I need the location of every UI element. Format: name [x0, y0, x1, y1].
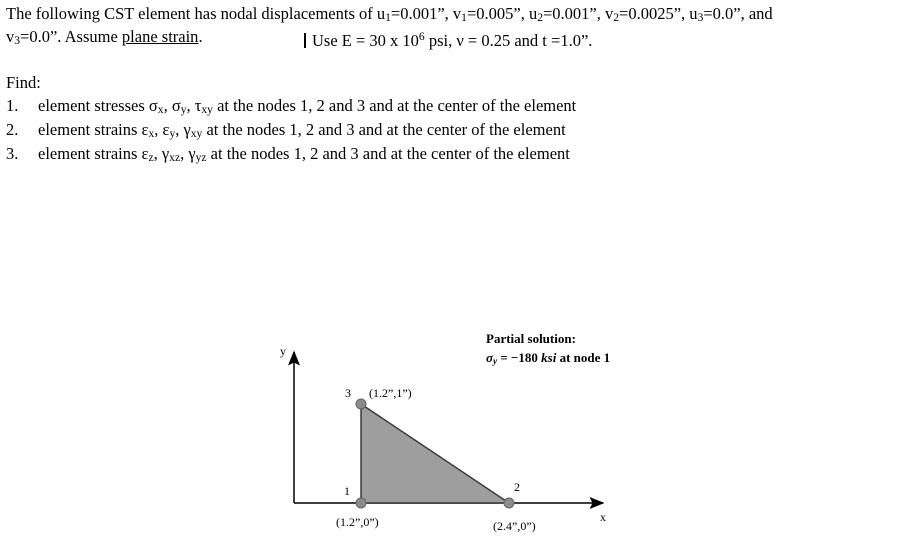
find-heading: Find:: [6, 73, 41, 92]
find-item-3: 3. element strains εz, γxz, γyz at the nodes 1, 2 and 3 and at the center of the element: [6, 144, 570, 164]
partial-solution-title: Partial solution:: [486, 331, 576, 346]
cst-triangle: [361, 404, 509, 503]
node-2-coord: (2.4”,0”): [493, 519, 536, 533]
problem-line-2: v3=0.0”. Assume plane strain.: [6, 27, 203, 47]
node-1-label: 1: [344, 484, 350, 498]
node-3-label: 3: [345, 386, 351, 400]
node-3-coord: (1.2”,1”): [369, 386, 412, 400]
x-axis-label: x: [600, 510, 606, 524]
node-1-coord: (1.2”,0”): [336, 515, 379, 529]
node-1-marker: [356, 498, 366, 508]
problem-line-1: The following CST element has nodal displacements of u1=0.001”, v1=0.005”, u2=0.001”, v2=0.0025”, u3=0.0”, and: [6, 4, 773, 24]
node-3-marker: [356, 399, 366, 409]
partial-solution-value: $\sigma_y = -180$ ksi at node 1: [486, 350, 611, 366]
node-2-marker: [504, 498, 514, 508]
find-item-2: 2. element strains εx, εy, γxy at the nodes 1, 2 and 3 and at the center of the element: [6, 120, 566, 140]
material-properties: Use E = 30 x $10^6$ psi, ν = 0.25 and t =1.0”.: [304, 26, 592, 52]
y-axis-label: y: [280, 344, 286, 358]
find-item-1: 1. element stresses σx, σy, τxy at the nodes 1, 2 and 3 and at the center of the element: [6, 96, 577, 116]
plane-strain-text: plane strain: [121, 27, 199, 46]
node-2-label: 2: [514, 480, 520, 494]
